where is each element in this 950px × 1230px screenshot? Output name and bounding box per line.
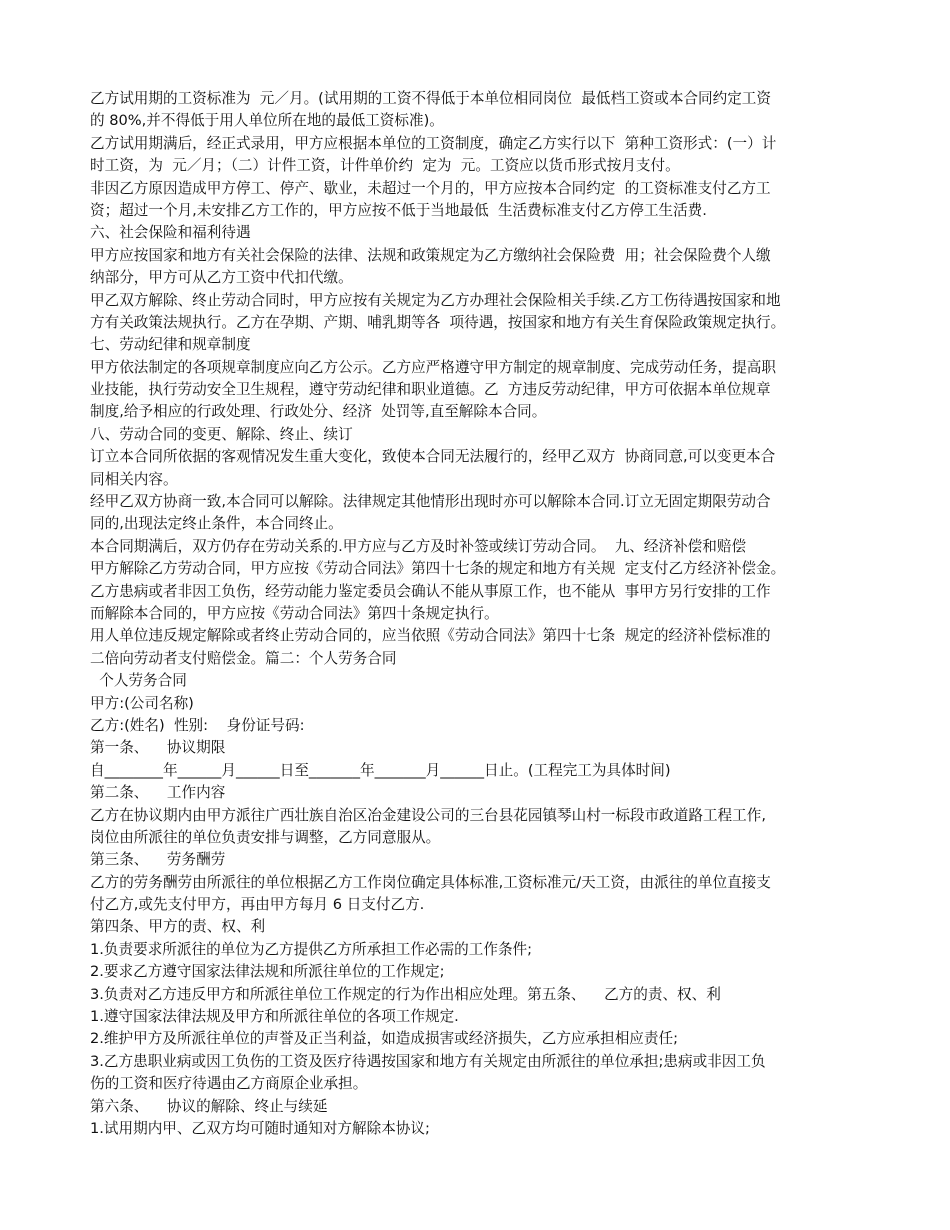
list-item: 3.乙方患职业病或因工负伤的工资及医疗待遇按国家和地方有关规定由所派往的单位承担;患病或非因工负 [90, 1052, 766, 1070]
text-line: 非因乙方原因造成甲方停工、停产、歇业，未超过一个月的，甲方应按本合同约定 的工资标准支付乙方工 [90, 179, 771, 197]
text-line: 二倍向劳动者支付赔偿金。篇二：个人劳务合同 [90, 649, 397, 667]
article-heading: 第三条、 劳务酬劳 [90, 851, 226, 869]
text-line: 而解除本合同的，甲方应按《劳动合同法》第四十条规定执行。 [90, 604, 499, 622]
text-line: 同的,出现法定终止条件，本合同终止。 [90, 515, 343, 533]
text-line: 乙方试用期的工资标准为 元／月。(试用期的工资不得低于本单位相同岗位 最低档工资或本合同约定工资 [90, 90, 771, 107]
party-a-line: 甲方:(公司名称) [90, 694, 194, 712]
text-line: 同相关内容。 [90, 470, 178, 488]
text-line: 乙方在协议期内由甲方派往广西壮族自治区冶金建设公司的三台县花园镇琴山村一标段市政道路工程工作, [90, 806, 766, 824]
text-line: 甲方应按国家和地方有关社会保险的法律、法规和政策规定为乙方缴纳社会保险费 用；社会保险费个人缴 [90, 246, 771, 264]
section-heading: 六、社会保险和福利待遇 [90, 224, 251, 242]
party-b-line: 乙方:(姓名) 性别: 身份证号码: [90, 716, 305, 734]
article-heading: 第四条、甲方的责、权、利 [90, 918, 266, 936]
text-line: 付乙方,或先支付甲方，再由甲方每月 6 日支付乙方. [90, 896, 425, 914]
list-item: 1.遵守国家法律法规及甲方和所派往单位的各项工作规定. [90, 1008, 459, 1026]
article-heading: 第二条、 工作内容 [90, 784, 226, 802]
text-line: 伤的工资和医疗待遇由乙方商原企业承担。 [90, 1075, 368, 1093]
text-line: 乙方患病或者非因工负伤，经劳动能力鉴定委员会确认不能从事原工作，也不能从 事甲方另行安排的工作 [90, 582, 771, 600]
text-line: 乙方的劳务酬劳由所派往的单位根据乙方工作岗位确定具体标准,工资标准元/天工资，由派往的单位直接支 [90, 873, 771, 891]
text-line: 甲乙双方解除、终止劳动合同时，甲方应按有关规定为乙方办理社会保险相关手续.乙方工伤待遇按国家和地 [90, 291, 781, 309]
list-item: 1.试用期内甲、乙双方均可随时通知对方解除本协议; [90, 1119, 430, 1137]
text-line: 业技能，执行劳动安全卫生规程，遵守劳动纪律和职业道德。乙 方违反劳动纪律，甲方可依据本单位规章 [90, 381, 771, 399]
text-line: 岗位由所派往的单位负责安排与调整，乙方同意服从。 [90, 828, 441, 846]
text-line: 方有关政策法规执行。乙方在孕期、产期、哺乳期等各 项待遇，按国家和地方有关生育保险政策规定执行。 [90, 313, 786, 331]
list-item: 1.负责要求所派往的单位为乙方提供乙方所承担工作必需的工作条件; [90, 940, 533, 958]
text-line: 甲方依法制定的各项规章制度应向乙方公示。乙方应严格遵守甲方制定的规章制度、完成劳动任务，提高职 [90, 358, 776, 376]
text-line: 的 80%,并不得低于用人单位所在地的最低工资标准)。 [90, 112, 444, 130]
contract-title: 个人劳务合同 [90, 672, 187, 690]
text-line: 经甲乙双方协商一致,本合同可以解除。法律规定其他情形出现时亦可以解除本合同.订立无固定期限劳动合 [90, 493, 771, 511]
text-line: 制度,给予相应的行政处理、行政处分、经济 处罚等,直至解除本合同。 [90, 403, 547, 421]
text-line: 甲方解除乙方劳动合同，甲方应按《劳动合同法》第四十七条的规定和地方有关规 定支付乙方经济补偿金。 [90, 560, 786, 578]
text-line: 订立本合同所依据的客观情况发生重大变化，致使本合同无法履行的，经甲乙双方 协商同意,可以变更本合 [90, 448, 776, 466]
text-line: 乙方试用期满后，经正式录用，甲方应根据本单位的工资制度，确定乙方实行以下 第种工资形式：(一）计 [90, 134, 777, 152]
text-line: 时工资，为 元／月；（二）计件工资，计件单价约 定为 元。工资应以货币形式按月支付。 [90, 157, 680, 175]
article-heading: 第一条、 协议期限 [90, 739, 226, 757]
section-heading: 七、劳动纪律和规章制度 [90, 336, 251, 354]
text-line: 自________年______月______日至_______年_______月______日止。(工程完工为具体时间) [90, 761, 671, 779]
text-line: 资；超过一个月,未安排乙方工作的，甲方应按不低于当地最低 生活费标准支付乙方停工生活费. [90, 201, 707, 219]
article-heading: 第六条、 协议的解除、终止与续延 [90, 1097, 328, 1115]
text-line: 本合同期满后，双方仍存在劳动关系的.甲方应与乙方及时补签或续订劳动合同。 九、经济补偿和赔偿 [90, 537, 747, 555]
list-item: 2.维护甲方及所派往单位的声誉及正当利益，如造成损害或经济损失，乙方应承担相应责任; [90, 1030, 679, 1048]
list-item: 2.要求乙方遵守国家法律法规和所派往单位的工作规定; [90, 963, 445, 981]
text-line: 纳部分，甲方可从乙方工资中代扣代缴。 [90, 269, 353, 287]
text-line: 用人单位违反规定解除或者终止劳动合同的，应当依照《劳动合同法》第四十七条 规定的经济补偿标准的 [90, 627, 771, 645]
section-heading: 八、劳动合同的变更、解除、终止、续订 [90, 425, 353, 443]
list-item: 3.负责对乙方违反甲方和所派往单位工作规定的行为作出相应处理。第五条、 乙方的责、权、利 [90, 985, 721, 1003]
